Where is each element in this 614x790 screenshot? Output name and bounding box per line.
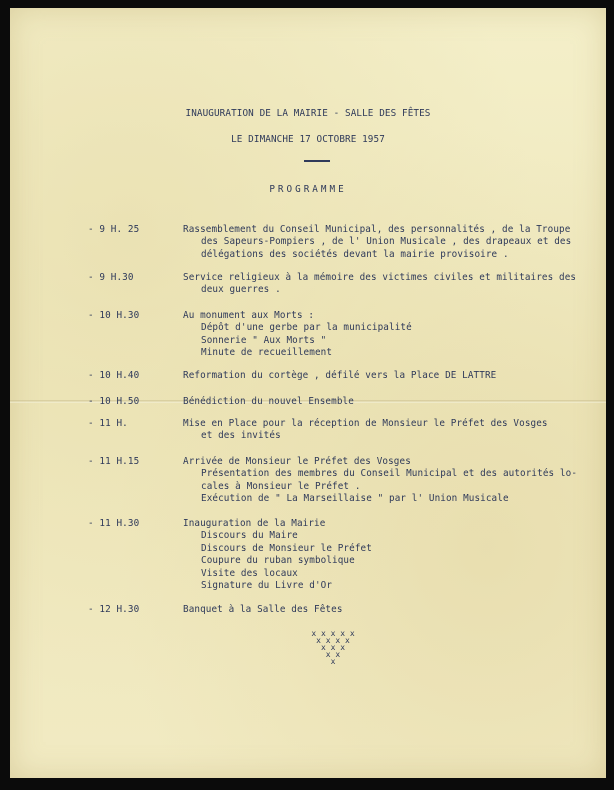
- program-item-description: [183, 418, 588, 443]
- program-item-time: - 9 H.30: [88, 272, 134, 283]
- program-item-time: - 11 H.15: [88, 456, 140, 467]
- closing-ornament: [310, 630, 356, 665]
- ornament-row: x: [330, 657, 336, 666]
- description-line: Mise en Place pour la réception de Monsieur le Préfet des Vosges: [183, 418, 548, 429]
- description-line: Arrivée de Monsieur le Préfet des Vosges: [183, 456, 411, 467]
- program-item-time: - 10 H.40: [88, 370, 140, 381]
- description-line: Minute de recueillement: [201, 347, 333, 359]
- description-line: Au monument aux Morts :: [183, 310, 315, 321]
- program-item-description: [183, 604, 588, 616]
- description-line: Service religieux à la mémoire des victimes civiles et militaires des: [183, 272, 577, 283]
- description-line: Dépôt d'une gerbe par la municipalité: [201, 322, 412, 334]
- program-item-description: [183, 518, 588, 592]
- description-line: délégations des sociétés devant la mairie provisoire .: [201, 248, 509, 260]
- program-item-description: [183, 224, 588, 261]
- description-line: Discours de Monsieur le Préfet: [201, 542, 372, 554]
- document-title: INAUGURATION DE LA MAIRIE - SALLE DES FÊTES: [185, 108, 431, 119]
- description-line: Présentation des membres du Conseil Municipal et des autorités lo-: [201, 468, 578, 480]
- ornament-row: x x: [325, 650, 341, 659]
- program-item-time: - 12 H.30: [88, 604, 140, 615]
- title-rule: [304, 160, 330, 162]
- description-line: Reformation du cortège , défilé vers la Place DE LATTRE: [183, 370, 497, 381]
- program-item-description: [183, 310, 588, 360]
- document-sheet: [10, 8, 606, 778]
- description-line: Visite des locaux: [201, 567, 298, 579]
- program-item-time: - 11 H.30: [88, 518, 140, 529]
- program-item-description: [183, 272, 588, 297]
- description-line: Sonnerie " Aux Morts ": [201, 334, 327, 346]
- description-line: Inauguration de la Mairie: [183, 518, 326, 529]
- ornament-row: x x x x: [316, 636, 350, 645]
- program-item-description: [183, 396, 588, 408]
- document-date: LE DIMANCHE 17 OCTOBRE 1957: [231, 134, 385, 145]
- description-line: Bénédiction du nouvel Ensemble: [183, 396, 354, 407]
- description-line: Discours du Maire: [201, 530, 298, 542]
- program-heading: PROGRAMME: [269, 184, 347, 195]
- description-line: Exécution de " La Marseillaise " par l' Union Musicale: [201, 493, 509, 505]
- ornament-row: x x x x x: [311, 629, 355, 638]
- description-line: cales à Monsieur le Préfet .: [201, 480, 361, 492]
- description-line: Banquet à la Salle des Fêtes: [183, 604, 343, 615]
- program-item-description: [183, 456, 588, 506]
- program-item-time: - 10 H.30: [88, 310, 140, 321]
- description-line: des Sapeurs-Pompiers , de l' Union Musicale , des drapeaux et des: [201, 236, 572, 248]
- ornament-row: x x x: [320, 643, 346, 652]
- program-item-description: [183, 370, 588, 382]
- description-line: Rassemblement du Conseil Municipal, des personnalités , de la Troupe: [183, 224, 571, 235]
- description-line: Coupure du ruban symbolique: [201, 555, 355, 567]
- program-item-time: - 11 H.: [88, 418, 128, 429]
- description-line: et des invités: [201, 430, 281, 442]
- program-item-time: - 10 H.50: [88, 396, 140, 407]
- program-item-time: - 9 H. 25: [88, 224, 140, 235]
- description-line: deux guerres .: [201, 284, 281, 296]
- description-line: Signature du Livre d'Or: [201, 579, 333, 591]
